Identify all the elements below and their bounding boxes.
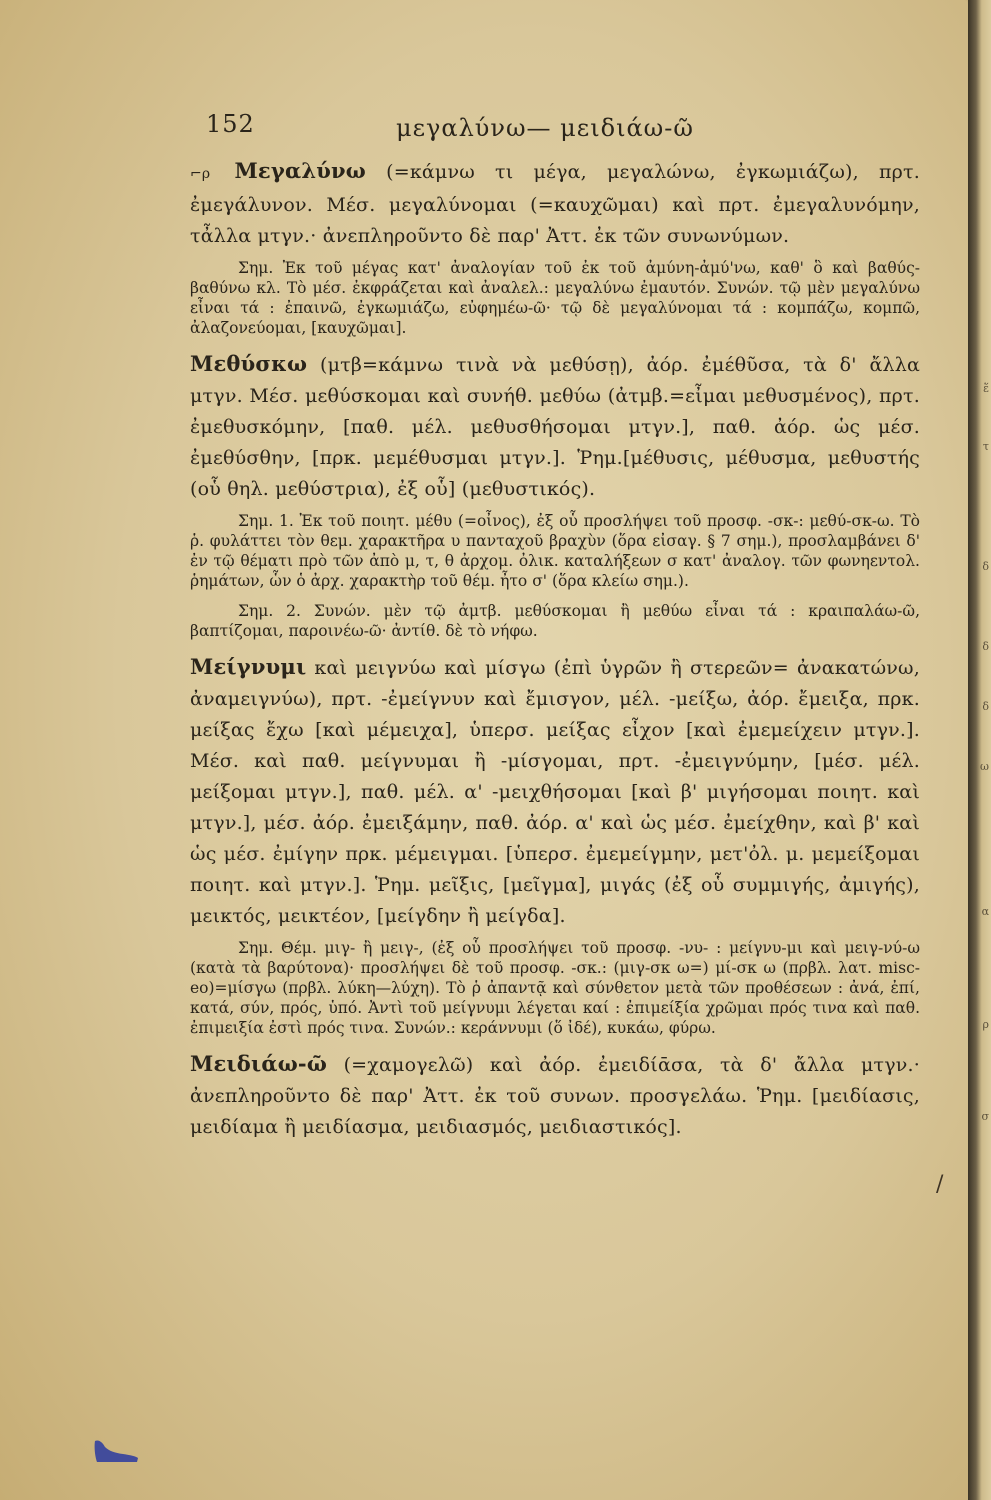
edge-mark: δ: [982, 560, 989, 573]
entry-body: [190, 651, 920, 932]
entry-lemma: Μεγαλύνω: [234, 158, 366, 183]
page-header: [206, 110, 746, 150]
entry-lemma: Μειδιάω-ῶ: [190, 1051, 328, 1076]
edge-mark: ἕ: [983, 382, 989, 395]
entry-lemma: Μεθύσκω: [190, 351, 308, 376]
edge-mark: α: [981, 905, 989, 918]
edge-mark: σ: [981, 1110, 989, 1123]
entry-methysko: [190, 348, 920, 641]
page-number: 152: [206, 110, 255, 138]
page-gutter-edge: [968, 0, 991, 1500]
edge-mark: δ: [982, 640, 989, 653]
entry-body: [190, 1048, 920, 1143]
entry-note: Σημ. Θέμ. μιγ- ἢ μειγ-, (ἐξ οὗ προσλήψει τοῦ προσφ. -νυ- : μείγνυ-μι καὶ μειγ-νύ-ω (κατὰ τὰ βαρύτονα)· προσλήψει δὲ τοῦ προσφ. -σκ.: (μιγ-σκ ω=) μί-σκ ω (πρβλ. λατ. misc-eo)=μίσγω (πρβλ. λύκη—λύχη). Τὸ ῥ ἀπαντᾷ καὶ σύνθετον μετὰ τῶν προθέσεων : ἀνά, ἐπί, κατά, σύν, πρός, ὑπό. Ἀντὶ τοῦ μείγνυμι λέγεται καί : ἐπιμείξία χρῶμαι πρός τινα καὶ παθ. ἐπιμειξία ἐστὶ πρός τινα. Συνών.: κεράννυμι (ὅ ἰδέ), κυκάω, φύρω.: [190, 939, 920, 1037]
entry-text: (μτβ=κάμνω τινὰ νὰ μεθύσῃ), ἀόρ. ἐμέθῦσα, τὰ δ' ἄλλα μτγν. Μέσ. μεθύσκομαι καὶ συνήθ. μεθύω (ἀτμβ.=εἶμαι μεθυσμένος), πρτ. ἐμεθυσκόμην, [παθ. μέλ. μεθυσθήσομαι μτγν.], παθ. ἀόρ. ὡς μέσ. ἐμεθύσθην, [πρκ. μεμέθυσμαι μτγν.]. Ῥημ.[μέθυσις, μέθυσμα, μεθυστής (οὗ θηλ. μεθύστρια), ἐξ οὗ] (μεθυστικός).: [190, 354, 920, 500]
edge-mark: δ: [982, 700, 989, 713]
edge-mark: ρ: [982, 1018, 989, 1031]
entry-meidiao: [190, 1048, 920, 1143]
edge-mark: ω: [980, 760, 989, 773]
entry-body: [190, 348, 920, 505]
entry-meignymi: [190, 651, 920, 1038]
dictionary-content: [190, 155, 920, 1151]
entry-marker: ⌐ρ: [190, 166, 211, 182]
entry-body: [190, 155, 920, 252]
edge-mark: τ: [982, 440, 989, 453]
entry-text: (=κάμνω τι μέγα, μεγαλώνω, ἐγκωμιάζω), πρτ. ἐμεγάλυνον. Μέσ. μεγαλύνομαι (=καυχῶμαι) καὶ πρτ. ἐμεγαλυνόμην, τἆλλα μτγν.· ἀνεπληροῦντο δὲ παρ' Ἀττ. ἐκ τῶν συνωνύμων.: [190, 161, 920, 247]
entry-note: Σημ. 2. Συνών. μὲν τῷ ἀμτβ. μεθύσκομαι ἢ μεθύω εἶναι τά : κραιπαλάω-ῶ, βαπτίζομαι, παροινέω-ῶ· ἀντίθ. δὲ τὸ νήφω.: [190, 602, 920, 640]
entry-note: Σημ. 1. Ἐκ τοῦ ποιητ. μέθυ (=οἶνος), ἐξ οὗ προσλήψει τοῦ προσφ. -σκ-: μεθύ-σκ-ω. Τὸ ῥ. φυλάττει τὸν θεμ. χαρακτῆρα υ πανταχοῦ βραχὺν (ὅρα εἰσαγ. § 7 σημ.), προσλαμβάνει δ' ἐν τῷ θέματι πρὸ τῶν ἀπὸ μ, τ, θ ἀρχομ. ὀλικ. καταλήξεων σ κατ' ἀναλογ. τῶν φωνηεντολ. ῥημάτων, ὧν ὁ ἀρχ. χαρακτὴρ τοῦ θέμ. ἦτο σ' (ὅρα κλείω σημ.).: [190, 512, 920, 590]
entry-lemma: Μείγνυμι: [190, 654, 307, 679]
entry-note: Σημ. Ἐκ τοῦ μέγας κατ' ἀναλογίαν τοῦ ἐκ τοῦ ἀμύνη-ἀμύ'νω, καθ' ὃ καὶ βαθύς-βαθύνω κλ. Τὸ μέσ. ἐκφράζεται καὶ ἀναλελ.: μεγαλύνω ἐμαυτόν. Συνών. τῷ μὲν μεγαλύνω εἶναι τά : ἐπαινῶ, ἐγκωμιάζω, εὐφημέω-ῶ· τῷ δὲ μεγαλύνομαι τά : κομπάζω, κομπῶ, ἀλαζονεύομαι, [καυχῶμαι].: [190, 259, 920, 337]
entry-text: (=χαμογελῶ) καὶ ἀόρ. ἐμειδίᾱσα, τὰ δ' ἄλλα μτγν.· ἀνεπληροῦντο δὲ παρ' Ἀττ. ἐκ τοῦ συνων. προσγελάω. Ῥημ. [μειδίασις, μειδίαμα ἢ μειδίασμα, μειδιασμός, μειδιαστικός].: [190, 1054, 920, 1138]
ink-mark: /: [936, 1172, 944, 1197]
running-title: μεγαλύνω— μειδιάω-ῶ: [396, 114, 694, 142]
entry-text: καὶ μειγνύω καὶ μίσγω (ἐπὶ ὑγρῶν ἢ στερεῶν= ἀνακατώνω, ἀναμειγνύω), πρτ. -ἐμείγνυν καὶ ἔμισγον, μέλ. -μείξω, ἀόρ. ἔμειξα, πρκ. μείξας ἔχω [καὶ μέμειχα], ὑπερσ. μείξας εἶχον [καὶ ἐμεμείχειν μτγν.]. Μέσ. καὶ παθ. μείγνυμαι ἢ -μίσγομαι, πρτ. -ἐμειγνύμην, [μέσ. μέλ. μείξομαι μτγν.], παθ. μέλ. α' -μειχθήσομαι [καὶ β' μιγήσομαι ποιητ. καὶ μτγν.], μέσ. ἀόρ. ἐμειξάμην, παθ. ἀόρ. α' καὶ ὡς μέσ. ἐμείχθην, καὶ β' καὶ ὡς μέσ. ἐμίγην πρκ. μέμειγμαι. [ὑπερσ. ἐμεμείγμην, μετ'ὀλ. μ. μεμείξομαι ποιητ. καὶ μτγν.]. Ῥημ. μεῖξις, [μεῖγμα], μιγάς (ἐξ οὗ συμμιγής, ἀμιγής), μεικτός, μεικτέον, [μείγδην ἢ μείγδα].: [190, 657, 920, 927]
entry-megalyno: [190, 155, 920, 338]
ink-stain: [93, 1437, 139, 1463]
